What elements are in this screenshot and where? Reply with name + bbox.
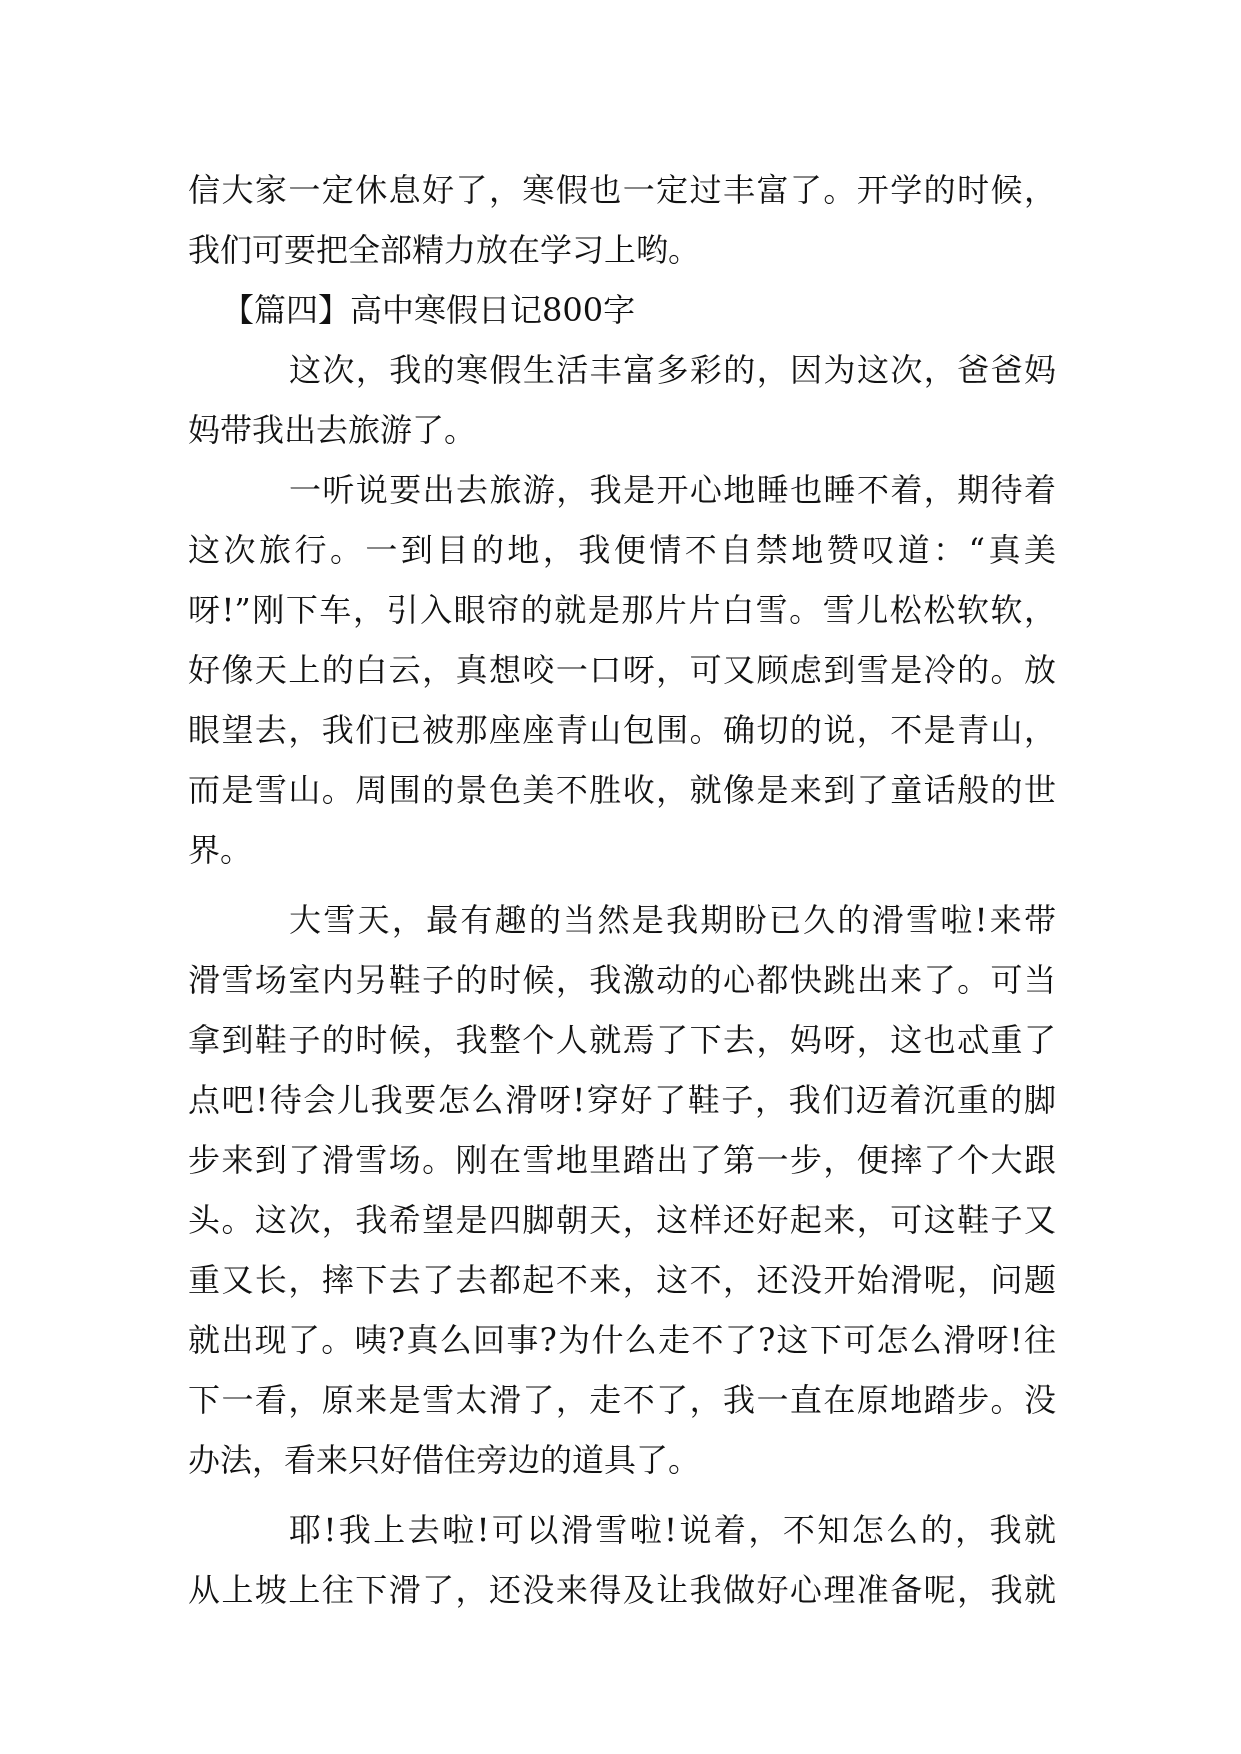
text-line-10: 眼望去，我们已被那座座青山包围。确切的说，不是青山，	[188, 711, 1056, 749]
text-line-24: 从上坡上往下滑了，还没来得及让我做好心理准备呢，我就	[188, 1571, 1056, 1609]
text-line-4: 这次，我的寒假生活丰富多彩的，因为这次，爸爸妈	[289, 351, 1056, 389]
text-line-6: 一听说要出去旅游，我是开心地睡也睡不着，期待着	[289, 471, 1056, 509]
text-line-2: 我们可要把全部精力放在学习上哟。	[188, 231, 701, 269]
document-body	[188, 160, 1056, 1620]
text-line-23: 耶!我上去啦!可以滑雪啦!说着，不知怎么的，我就	[289, 1511, 1056, 1549]
text-line-14: 滑雪场室内另鞋子的时候，我激动的心都快跳出来了。可当	[188, 961, 1056, 999]
text-line-9: 好像天上的白云，真想咬一口呀，可又顾虑到雪是冷的。放	[188, 651, 1056, 689]
text-line-17: 步来到了滑雪场。刚在雪地里踏出了第一步，便摔了个大跟	[188, 1141, 1056, 1179]
text-line-21: 下一看，原来是雪太滑了，走不了，我一直在原地踏步。没	[188, 1381, 1056, 1419]
text-line-19: 重又长，摔下去了去都起不来，这不，还没开始滑呢，问题	[188, 1261, 1056, 1299]
text-line-11: 而是雪山。周围的景色美不胜收，就像是来到了童话般的世	[188, 771, 1056, 809]
text-line-16: 点吧!待会儿我要怎么滑呀!穿好了鞋子，我们迈着沉重的脚	[188, 1081, 1056, 1119]
text-line-13: 大雪天，最有趣的当然是我期盼已久的滑雪啦!来带	[289, 901, 1056, 939]
text-line-18: 头。这次，我希望是四脚朝天，这样还好起来，可这鞋子又	[188, 1201, 1056, 1239]
text-line-1: 信大家一定休息好了，寒假也一定过丰富了。开学的时候，	[188, 171, 1056, 209]
section-heading: 【篇四】高中寒假日记800字	[222, 291, 636, 329]
text-line-22: 办法，看来只好借住旁边的道具了。	[188, 1441, 701, 1479]
text-line-12: 界。	[188, 831, 253, 869]
text-line-20: 就出现了。咦?真么回事?为什么走不了?这下可怎么滑呀!往	[188, 1321, 1056, 1359]
text-line-15: 拿到鞋子的时候，我整个人就焉了下去，妈呀，这也忒重了	[188, 1021, 1056, 1059]
text-line-8: 呀!”刚下车，引入眼帘的就是那片片白雪。雪儿松松软软，	[188, 591, 1056, 629]
text-line-5: 妈带我出去旅游了。	[188, 411, 477, 449]
text-line-7: 这次旅行。一到目的地，我便情不自禁地赞叹道：“真美	[188, 531, 1056, 569]
